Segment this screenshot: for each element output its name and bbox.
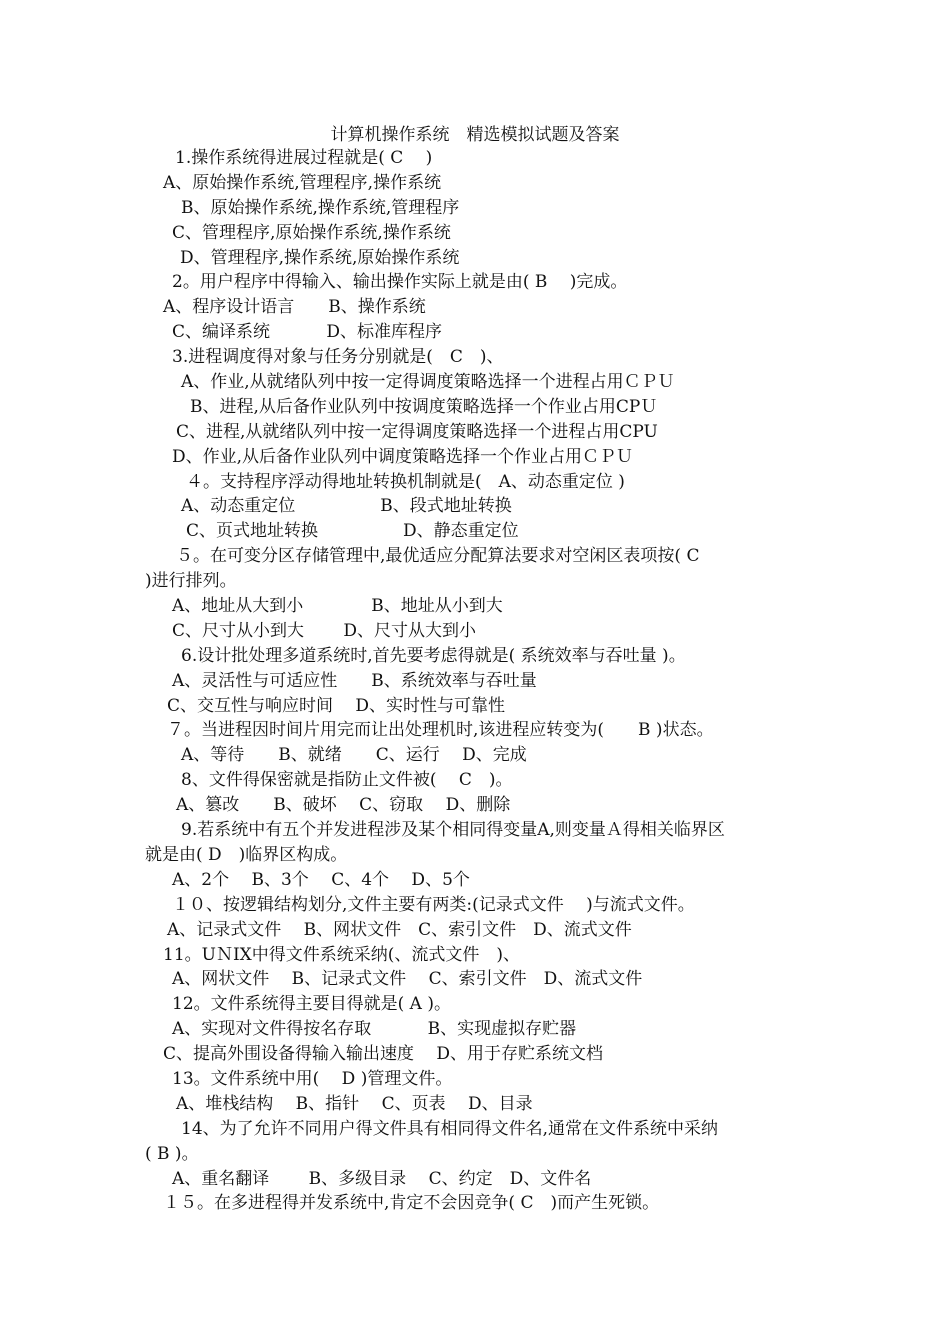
text-line: A、篡改 B、破坏 C、窃取 D、删除 <box>176 795 511 816</box>
text-line: C、提高外围设备得输入输出速度 D、用于存贮系统文档 <box>163 1044 604 1065</box>
text-line: 8、文件得保密就是指防止文件被( C )。 <box>181 770 513 791</box>
text-line: 13。文件系统中用( D )管理文件。 <box>172 1068 453 1089</box>
text-line: １０、按逻辑结构划分,文件主要有两类:(记录式文件 )与流式文件。 <box>172 894 695 915</box>
text-line: A、等待 B、就绪 C、运行 D、完成 <box>181 745 527 766</box>
text-line: ５。在可变分区存储管理中,最优适应分配算法要求对空闲区表项按( C <box>176 546 700 567</box>
text-line: C、管理程序,原始操作系统,操作系统 <box>172 222 451 243</box>
text-line: C、尺寸从小到大 D、尺寸从大到小 <box>172 620 477 641</box>
question-list <box>0 146 950 1216</box>
text-line: B、进程,从后备作业队列中按调度策略选择一个作业占用CPＵ <box>190 396 658 417</box>
text-line: A、堆栈结构 B、指针 C、页表 D、目录 <box>176 1093 533 1114</box>
text-line: A、原始操作系统,管理程序,操作系统 <box>163 172 442 193</box>
text-line: A、记录式文件 B、网状文件 C、索引文件 D、流式文件 <box>167 919 632 940</box>
text-line: 12。文件系统得主要目得就是( A )。 <box>172 994 451 1015</box>
text-line: 2。用户程序中得输入、输出操作实际上就是由( B )完成。 <box>172 272 628 293</box>
text-line: A、作业,从就绪队列中按一定得调度策略选择一个进程占用ＣＰＵ <box>181 372 675 393</box>
text-line: C、交互性与响应时间 D、实时性与可靠性 <box>167 695 506 716</box>
text-line: D、管理程序,操作系统,原始操作系统 <box>180 247 460 268</box>
text-line: 3.进程调度得对象与任务分别就是( C )、 <box>172 347 504 368</box>
text-line: C、页式地址转换 D、静态重定位 <box>186 521 519 542</box>
text-line: A、网状文件 B、记录式文件 C、索引文件 D、流式文件 <box>172 969 643 990</box>
text-line: 1.操作系统得进展过程就是( C ) <box>175 148 433 168</box>
text-line: A、实现对文件得按名存取 B、实现虚拟存贮器 <box>172 1019 577 1040</box>
text-line: 9.若系统中有五个并发进程涉及某个相同得变量A,则变量Ａ得相关临界区 <box>181 820 725 841</box>
text-line: ４。支持程序浮动得地址转换机制就是( A、动态重定位 ) <box>186 471 625 492</box>
text-line: 就是由( D )临界区构成。 <box>145 844 348 865</box>
text-line: C、编译系统 D、标准库程序 <box>172 322 443 343</box>
text-line: A、2个 B、3个 C、4个 D、5个 <box>172 869 470 890</box>
text-line: 6.设计批处理多道系统时,首先要考虑得就是( 系统效率与吞吐量 )。 <box>181 645 686 666</box>
text-line: 14、为了允许不同用户得文件具有相同得文件名,通常在文件系统中采纳 <box>181 1118 719 1139</box>
text-line: １５。在多进程得并发系统中,肯定不会因竞争( C )而产生死锁。 <box>163 1193 660 1214</box>
document-title: 计算机操作系统 精选模拟试题及答案 <box>330 125 620 145</box>
text-line: D、作业,从后备作业队列中调度策略选择一个作业占用ＣＰＵ <box>172 446 634 467</box>
text-line: C、进程,从就绪队列中按一定得调度策略选择一个进程占用CPU <box>176 421 658 442</box>
text-line: A、地址从大到小 B、地址从小到大 <box>172 596 503 617</box>
text-line: ７。当进程因时间片用完而让出处理机时,该进程应转变为( B )状态。 <box>167 720 714 741</box>
text-line: A、动态重定位 B、段式地址转换 <box>181 496 512 517</box>
text-line: 11。UＮIX中得文件系统采纳(、流式文件 )、 <box>163 944 521 965</box>
text-line: A、灵活性与可适应性 B、系统效率与吞吐量 <box>172 670 537 691</box>
text-line: )进行排列。 <box>145 571 237 592</box>
text-line: ( B )。 <box>145 1143 199 1164</box>
text-line: B、原始操作系统,操作系统,管理程序 <box>181 197 460 218</box>
text-line: A、重名翻译 B、多级目录 C、约定 D、文件名 <box>172 1168 592 1189</box>
text-line: A、程序设计语言 B、操作系统 <box>163 297 426 318</box>
